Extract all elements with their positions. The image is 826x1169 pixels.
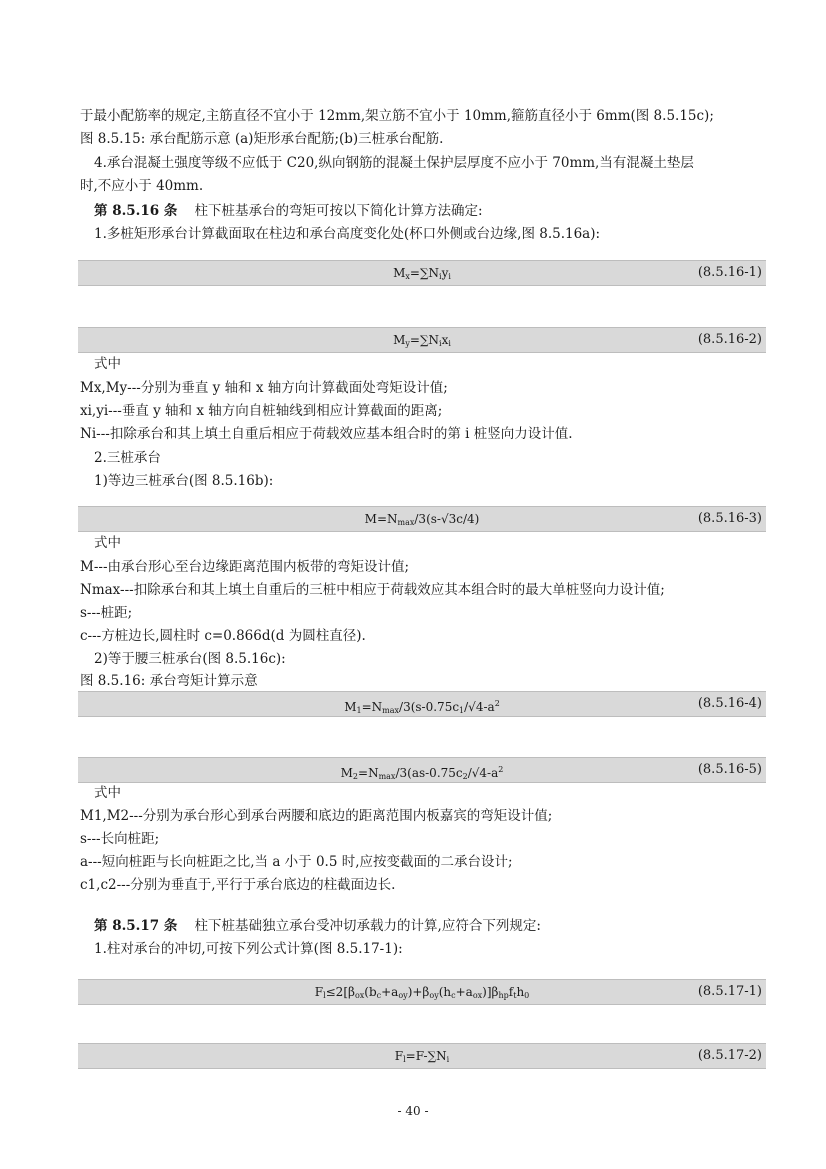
formula-number: (8.5.16-2) — [697, 332, 762, 347]
text-line: 1.多桩矩形承台计算截面取在柱边和承台高度变化处(杯口外侧或台边缘,图 8.5.16a): — [94, 226, 601, 242]
formula-expression: $M_1=N_{max}/3(s-0.75c_1/√4-a^2$ — [344, 699, 500, 715]
section-heading — [94, 916, 541, 936]
definition: xi,yi---垂直 y 轴和 x 轴方向自桩轴线到相应计算截面的距离; — [80, 403, 443, 419]
section-title: 柱下桩基础独立承台受冲切承载力的计算,应符合下列规定: — [194, 918, 541, 934]
formula-number: (8.5.17-2) — [697, 1048, 762, 1063]
text-line: 1)等边三桩承台(图 8.5.16b): — [94, 473, 274, 489]
where-label: 式中 — [94, 535, 121, 551]
definition: Nmax---扣除承台和其上填土自重后的三桩中相应于荷载效应其本组合时的最大单桩竖向力设计值; — [80, 582, 665, 598]
formula-expression: $M=N_{max}/3(s-√3c/4)$ — [364, 512, 480, 527]
page-number: - 40 - — [397, 1104, 429, 1118]
formula-number: (8.5.16-4) — [697, 696, 762, 711]
text-line: 2)等于腰三桩承台(图 8.5.16c): — [94, 651, 286, 667]
definition: M---由承台形心至台边缘距离范围内板带的弯矩设计值; — [80, 559, 410, 575]
definition: s---长向桩距; — [80, 831, 160, 847]
section-number: 第 8.5.17 条 — [94, 918, 178, 934]
section-number: 第 8.5.16 条 — [94, 203, 178, 219]
figure-caption: 图 8.5.16: 承台弯矩计算示意 — [80, 673, 258, 689]
formula-bar — [78, 1043, 766, 1069]
formula-bar — [78, 757, 766, 783]
section-title: 柱下桩基承台的弯矩可按以下简化计算方法确定: — [194, 203, 483, 219]
definition: c---方桩边长,圆柱时 c=0.866d(d 为圆柱直径). — [80, 628, 366, 644]
formula-bar — [78, 506, 766, 532]
text-line: 1.柱对承台的冲切,可按下列公式计算(图 8.5.17-1): — [94, 941, 403, 957]
formula-expression: $M_y=\sum N_ix_i$ — [393, 333, 451, 348]
formula-number: (8.5.17-1) — [697, 984, 762, 999]
formula-expression: $F_l\le 2[\beta_{ox}(b_c+a_{oy})+\beta_{oy}(h_c+a_{ox})]\beta_{hp}f_th_0$ — [314, 985, 530, 1000]
definition: s---桩距; — [80, 605, 133, 621]
formula-expression: $M_x=\sum N_iy_i$ — [393, 266, 451, 281]
definition: Mx,My---分别为垂直 y 轴和 x 轴方向计算截面处弯矩设计值; — [80, 380, 448, 396]
formula-bar — [78, 327, 766, 353]
formula-expression: $M_2=N_{max}/3(as-0.75c_2/√4-a^2$ — [340, 765, 504, 781]
text-line: 2.三桩承台 — [94, 450, 161, 466]
formula-bar — [78, 979, 766, 1005]
where-label: 式中 — [94, 785, 121, 801]
text-line: 时,不应小于 40mm. — [80, 178, 204, 194]
formula-number: (8.5.16-3) — [697, 511, 762, 526]
definition: M1,M2---分别为承台形心到承台两腰和底边的距离范围内板嘉宾的弯矩设计值; — [80, 808, 553, 824]
definition: c1,c2---分别为垂直于,平行于承台底边的柱截面边长. — [80, 877, 396, 893]
definition: a---短向桩距与长向桩距之比,当 a 小于 0.5 时,应按变截面的二承台设计; — [80, 854, 513, 870]
figure-caption: 图 8.5.15: 承台配筋示意 (a)矩形承台配筋;(b)三桩承台配筋. — [80, 131, 444, 147]
formula-number: (8.5.16-1) — [697, 265, 762, 280]
definition: Ni---扣除承台和其上填土自重后相应于荷载效应基本组合时的第 i 桩竖向力设计值. — [80, 426, 573, 442]
section-heading — [94, 201, 483, 221]
where-label: 式中 — [94, 356, 121, 372]
formula-number: (8.5.16-5) — [697, 762, 762, 777]
formula-expression: $F_l=F-\sum N_i$ — [394, 1049, 450, 1064]
text-line: 于最小配筋率的规定,主筋直径不宜小于 12mm,架立筋不宜小于 10mm,箍筋直径小于 6mm(图 8.5.15c); — [80, 108, 714, 124]
formula-bar — [78, 260, 766, 286]
formula-bar — [78, 691, 766, 717]
text-line: 4.承台混凝土强度等级不应低于 C20,纵向钢筋的混凝土保护层厚度不应小于 70mm,当有混凝土垫层 — [94, 155, 694, 171]
